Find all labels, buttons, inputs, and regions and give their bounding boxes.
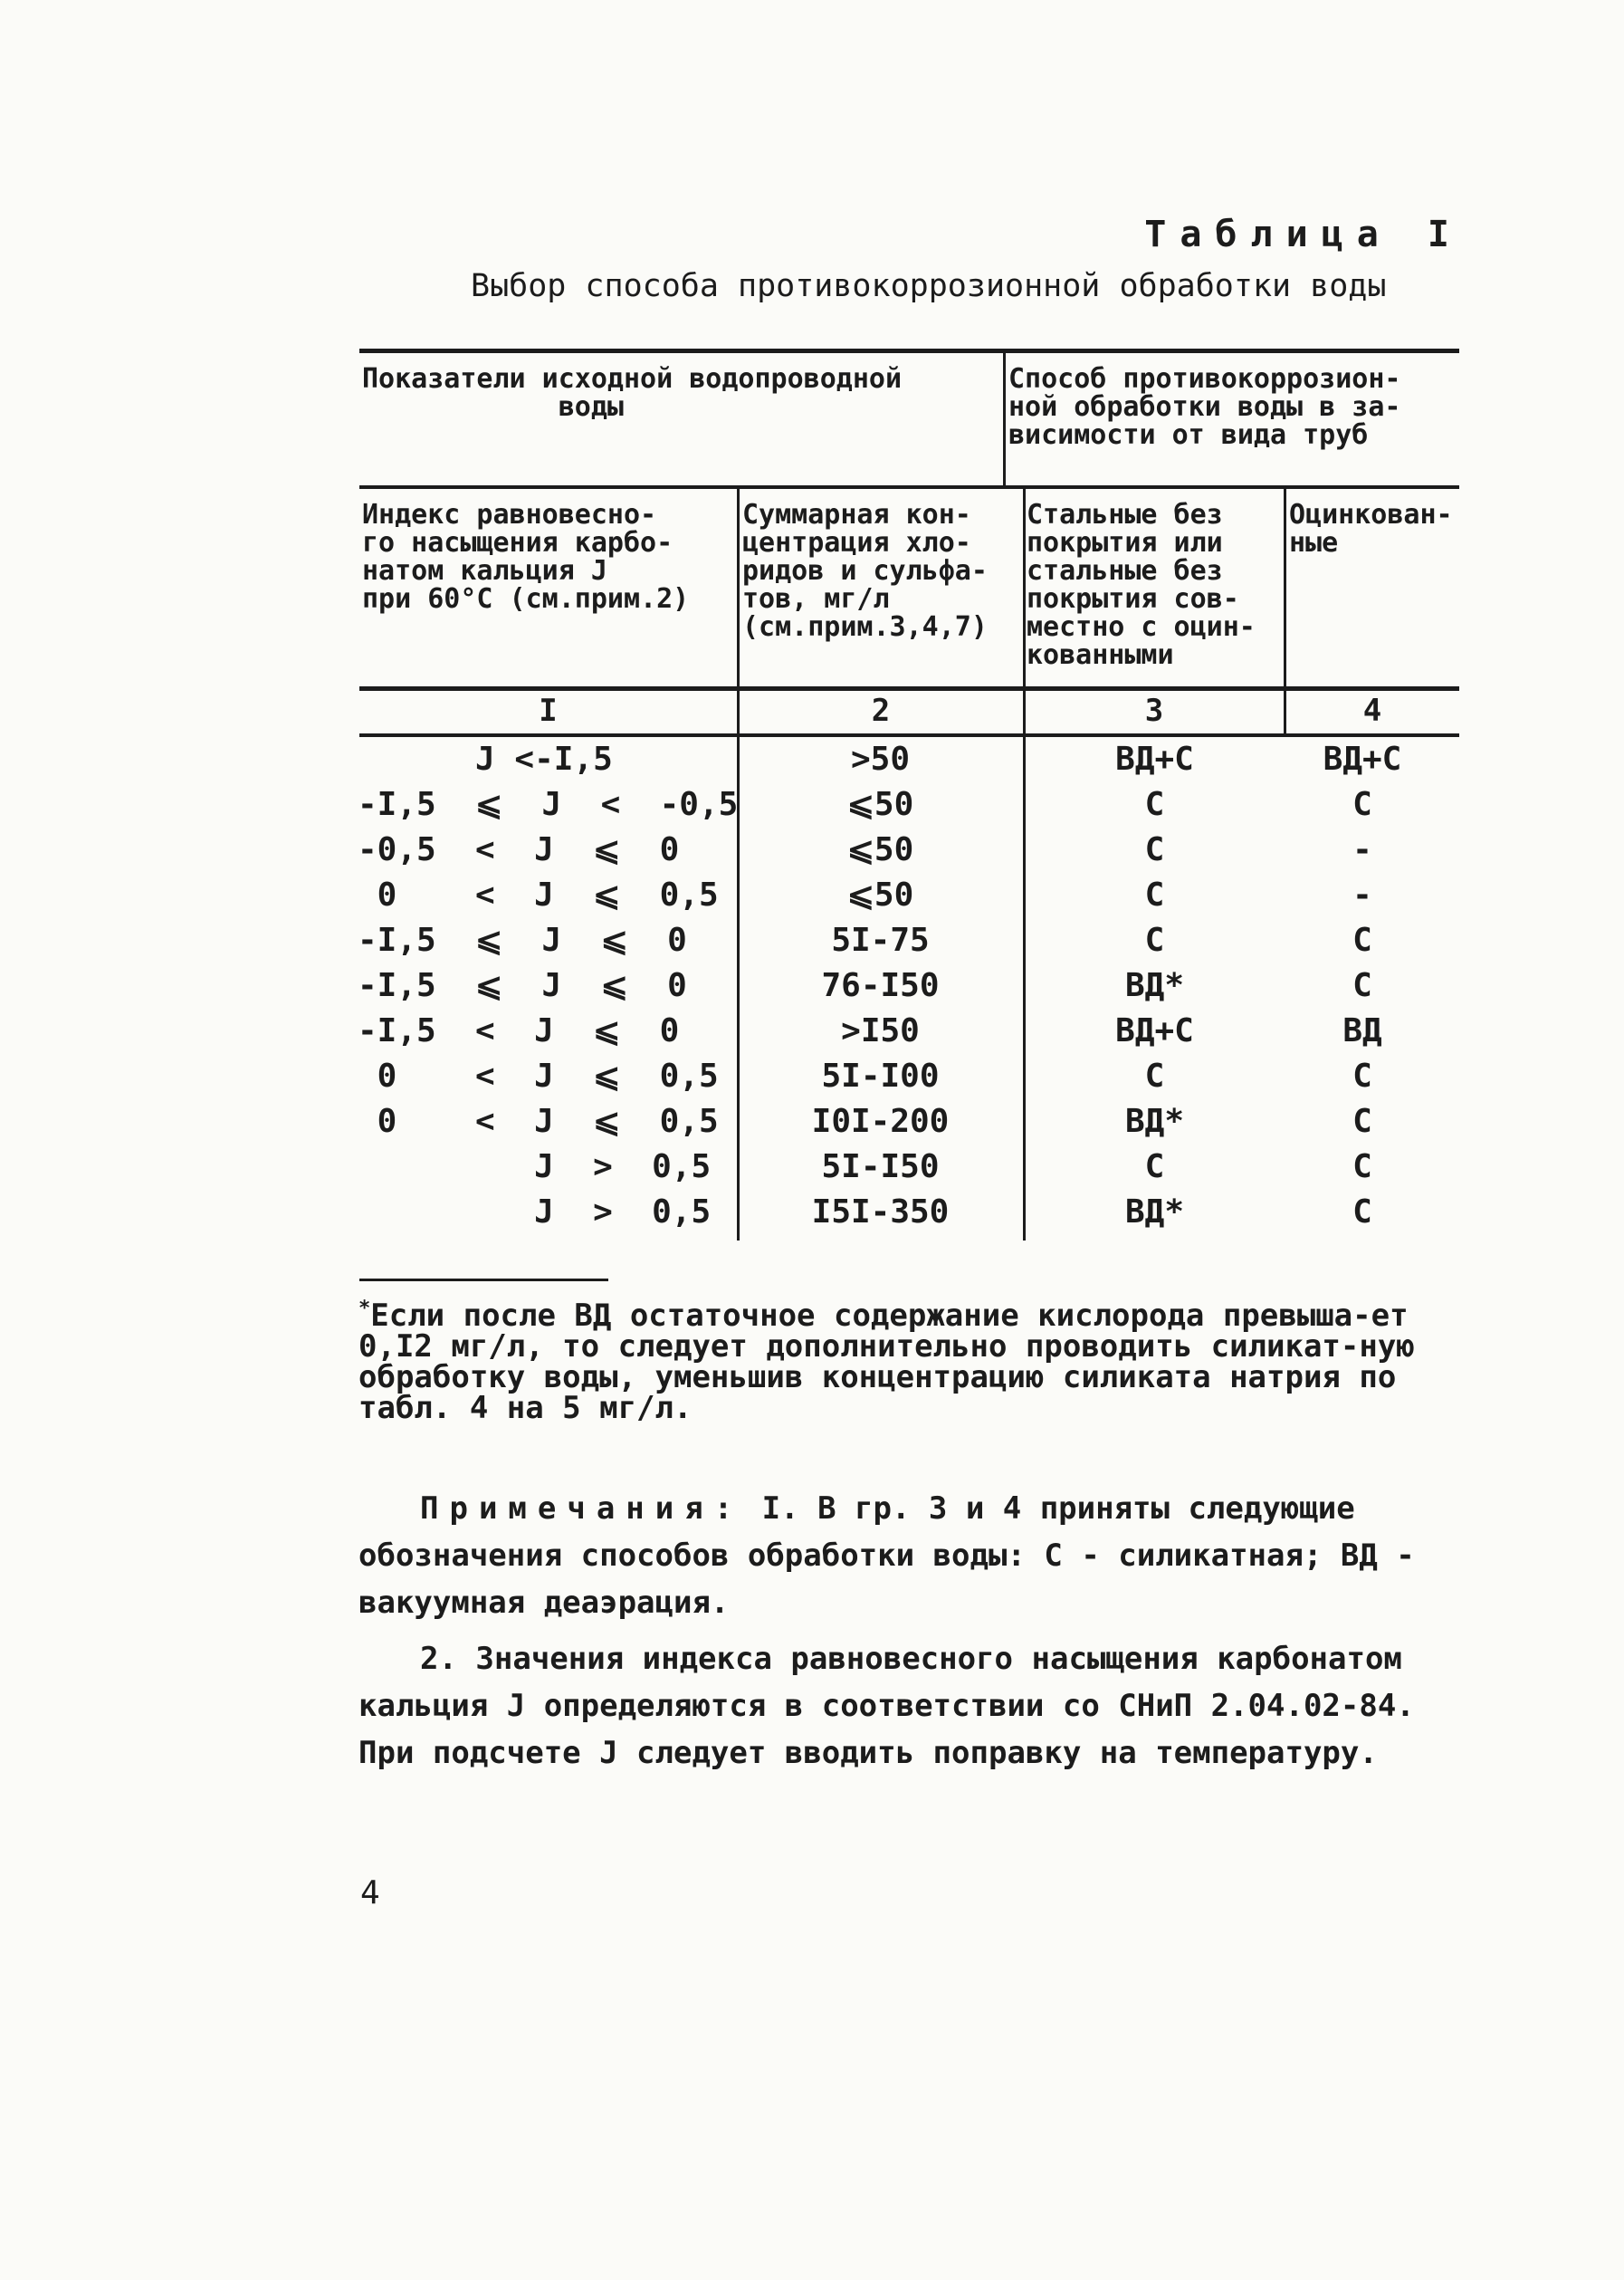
cell-zinc-method: С xyxy=(1352,922,1372,959)
cell-concentration: 5I-I50 xyxy=(821,1148,940,1185)
table-row xyxy=(0,741,1624,786)
notes xyxy=(358,1485,1463,1786)
cell-zinc-method: С xyxy=(1352,967,1372,1004)
header-col4: Оцинкован- ные xyxy=(1289,499,1453,559)
cell-zinc-method: ВД+С xyxy=(1323,741,1402,778)
cell-steel-method: С xyxy=(1144,877,1165,914)
header-col2: Суммарная кон- центрация хло- ридов и сульфа- тов, мг/л (см.прим.3,4,7) xyxy=(742,499,988,643)
table-row xyxy=(0,877,1624,922)
cell-index: -0,5 < J ⩽ 0 xyxy=(358,831,680,868)
cell-index: -I,5 ⩽ J < -0,5 xyxy=(358,786,739,823)
cell-steel-method: ВД+С xyxy=(1115,1012,1194,1049)
footnote xyxy=(358,1297,1463,1426)
header-group-divider xyxy=(1003,351,1006,487)
footnote-mark: * xyxy=(358,1297,371,1320)
table-title: Выбор способа противокоррозионной обработки воды xyxy=(471,268,1387,304)
cell-index: -I,5 ⩽ J ⩽ 0 xyxy=(358,922,687,959)
cell-index: J > 0,5 xyxy=(358,1193,712,1231)
cell-steel-method: С xyxy=(1144,786,1165,823)
cell-concentration: I5I-350 xyxy=(811,1193,950,1231)
note-2: 2. Значения индекса равновесного насыщения карбонатом кальция J определяются в соответствии со СНиП 2.04.02-84. При подсчете J следует вводить поправку на температуру. xyxy=(358,1641,1415,1771)
cell-concentration: 5I-75 xyxy=(831,922,930,959)
cell-concentration: 76-I50 xyxy=(821,967,940,1004)
cell-concentration: ⩽50 xyxy=(846,786,914,823)
table-row xyxy=(0,922,1624,967)
header-group-rule-right xyxy=(1005,485,1459,489)
table-row xyxy=(0,967,1624,1012)
table-row xyxy=(0,1058,1624,1103)
table-row xyxy=(0,1193,1624,1239)
cell-zinc-method: С xyxy=(1352,1058,1372,1095)
table-row xyxy=(0,786,1624,831)
header-group-left: Показатели исходной водопроводной воды xyxy=(362,363,903,423)
cell-steel-method: ВД+С xyxy=(1115,741,1194,778)
cell-zinc-method: С xyxy=(1352,1193,1372,1231)
note-1 xyxy=(358,1485,1463,1626)
cell-steel-method: ВД* xyxy=(1124,967,1185,1004)
table-label: Таблица I xyxy=(1144,214,1463,255)
notes-heading: Примечания: xyxy=(420,1490,744,1527)
column-number-4: 4 xyxy=(1362,693,1382,729)
table-row xyxy=(0,1103,1624,1148)
table-row xyxy=(0,1012,1624,1058)
cell-zinc-method: - xyxy=(1352,831,1372,868)
cell-index: J > 0,5 xyxy=(358,1148,712,1185)
cell-index: J <-I,5 xyxy=(358,741,613,778)
table-row xyxy=(0,831,1624,877)
cell-concentration: 5I-I00 xyxy=(821,1058,940,1095)
header-bottom-rule xyxy=(359,686,1459,691)
column-number-rule xyxy=(359,733,1459,737)
cell-zinc-method: С xyxy=(1352,1103,1372,1140)
cell-index: -I,5 ⩽ J ⩽ 0 xyxy=(358,967,687,1004)
cell-concentration: >I50 xyxy=(841,1012,920,1049)
cell-concentration: >50 xyxy=(850,741,911,778)
cell-concentration: I0I-200 xyxy=(811,1103,950,1140)
cell-index: 0 < J ⩽ 0,5 xyxy=(358,1058,719,1095)
cell-steel-method: С xyxy=(1144,831,1165,868)
cell-steel-method: С xyxy=(1144,1148,1165,1185)
header-col3: Стальные без покрытия или стальные без покрытия сов- местно с оцин- кованными xyxy=(1027,499,1256,671)
column-number-2: 2 xyxy=(871,693,891,729)
cell-index: 0 < J ⩽ 0,5 xyxy=(358,877,719,914)
table-top-rule xyxy=(359,349,1459,353)
cell-concentration: ⩽50 xyxy=(846,831,914,868)
cell-zinc-method: ВД xyxy=(1342,1012,1382,1049)
column-number-1: I xyxy=(539,693,558,729)
cell-zinc-method: С xyxy=(1352,1148,1372,1185)
header-group-rule-left xyxy=(359,485,1005,489)
header-group-right: Способ противокоррозион- ной обработки воды в за- висимости от вида труб xyxy=(1008,363,1401,451)
column-number-3: 3 xyxy=(1144,693,1164,729)
cell-zinc-method: - xyxy=(1352,877,1372,914)
cell-steel-method: С xyxy=(1144,1058,1165,1095)
cell-concentration: ⩽50 xyxy=(846,877,914,914)
cell-steel-method: ВД* xyxy=(1124,1193,1185,1231)
cell-steel-method: С xyxy=(1144,922,1165,959)
cell-zinc-method: С xyxy=(1352,786,1372,823)
header-col1: Индекс равновесно- го насыщения карбо- натом кальция J при 60°С (см.прим.2) xyxy=(362,499,690,615)
table-row xyxy=(0,1148,1624,1193)
cell-steel-method: ВД* xyxy=(1124,1103,1185,1140)
footnote-text: Если после ВД остаточное содержание кислорода превыша-ет 0,I2 мг/л, то следует дополнительно проводить силикат-ную обработку воды, уменьшив концентрацию силиката натрия по табл. 4 на 5 мг/л. xyxy=(358,1298,1415,1426)
page-number: 4 xyxy=(360,1874,380,1911)
cell-index: -I,5 < J ⩽ 0 xyxy=(358,1012,680,1049)
cell-index: 0 < J ⩽ 0,5 xyxy=(358,1103,719,1140)
note-1-text: I. В гр. 3 и 4 приняты следующие обозначения способов обработки воды: С - силикатная; ВД - вакуумная деаэрация. xyxy=(358,1490,1415,1621)
footnote-rule xyxy=(359,1279,608,1281)
